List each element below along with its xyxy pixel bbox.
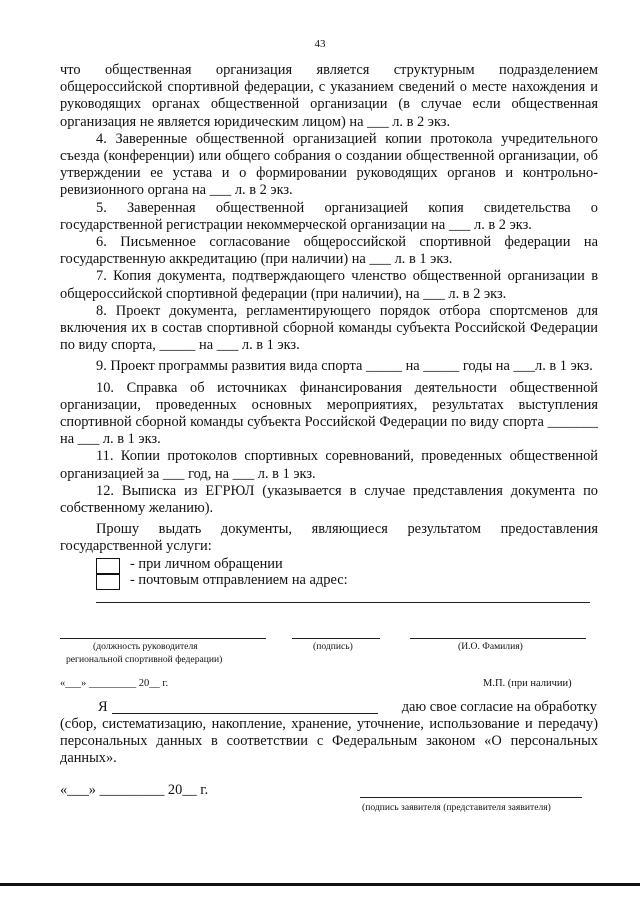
paragraph-item-9: 9. Проект программы развития вида спорта _____ на _____ годы на ___л. в 1 экз. bbox=[96, 358, 593, 375]
request-paragraph: Прошу выдать документы, являющиеся результатом предоставления государственной услуги: bbox=[60, 521, 598, 555]
document-body bbox=[60, 62, 598, 556]
consent-text: (сбор, систематизацию, накопление, хранение, уточнение, использование и передачу) персональных данных в соответствии с Федеральным законом «О персональных данных». bbox=[60, 716, 598, 767]
paragraph-item-8: 8. Проект документа, регламентирующего порядок отбора спортсменов для включения их в состав спортивной сборной команды субъекта Российской Федерации по виду спорта, _____ на ___ л. в 1 экз. bbox=[60, 302, 598, 354]
stamp-note: М.П. (при наличии) bbox=[483, 678, 572, 689]
paragraph-item-6: 6. Письменное согласование общероссийской спортивной федерации на государственную аккредитацию (при наличии) на ___ л. в 1 экз. bbox=[60, 234, 598, 268]
name-caption: (И.О. Фамилия) bbox=[458, 641, 523, 652]
paragraph-item-4: 4. Заверенные общественной организацией копии протокола учредительного съезда (конференции) или общего собрания о создании общественной организации, об утверждении ее устава и о формировании руководящих органов и контрольно-ревизионного органа на ___ л. в 2 экз. bbox=[60, 130, 598, 199]
scan-edge bbox=[0, 883, 640, 886]
personal-visit-label: - при личном обращении bbox=[130, 556, 283, 572]
position-line[interactable] bbox=[60, 638, 266, 639]
paragraph-continuation: что общественная организация является структурным подразделением общероссийской спортивной федерации, с указанием сведений о месте нахождения и руководящих органах общественной организации (в случае если общественная организация не является юридическим лицом) на ___ л. в 2 экз. bbox=[60, 62, 598, 130]
applicant-name-line[interactable] bbox=[112, 713, 378, 714]
paragraph-item-11: 11. Копии протоколов спортивных соревнований, проведенных общественной организацией за ___ год, на ___ л. в 1 экз. bbox=[60, 448, 598, 482]
applicant-signature-caption: (подпись заявителя (представителя заявителя) bbox=[362, 802, 551, 813]
paragraph-item-7: 7. Копия документа, подтверждающего членство общественной организации в общероссийской спортивной федерации (при наличии), на ___ л. в 2 экз. bbox=[60, 268, 598, 302]
position-caption-2: региональной спортивной федерации) bbox=[66, 654, 223, 665]
name-line[interactable] bbox=[410, 638, 586, 639]
consent-first-line: даю свое согласие на обработку bbox=[401, 699, 597, 715]
applicant-signature-line[interactable] bbox=[360, 797, 582, 798]
consent-ya: Я bbox=[98, 699, 108, 715]
position-caption: (должность руководителя bbox=[93, 641, 198, 652]
consent-date: «___» _________ 20__ г. bbox=[60, 782, 209, 798]
mail-delivery-checkbox[interactable] bbox=[96, 574, 120, 590]
signature-caption: (подпись) bbox=[313, 641, 353, 652]
signature-line[interactable] bbox=[292, 638, 380, 639]
paragraph-item-5: 5. Заверенная общественной организацией копия свидетельства о государственной регистрации некоммерческой организации на ___ л. в 2 экз. bbox=[60, 199, 598, 233]
paragraph-item-10: 10. Справка об источниках финансирования деятельности общественной организации, проведенных основных мероприятиях, результатах выступления спортивной сборной команды субъекта Российской Федерации по виду спорта _______ на ___ л. в 1 экз. bbox=[60, 379, 598, 448]
address-line[interactable] bbox=[96, 602, 590, 603]
mail-delivery-label: - почтовым отправлением на адрес: bbox=[130, 572, 348, 588]
paragraph-item-12: 12. Выписка из ЕГРЮЛ (указывается в случае представления документа по собственному желанию). bbox=[60, 482, 598, 517]
page-number: 43 bbox=[314, 38, 326, 50]
date-field: «___» _________ 20__ г. bbox=[60, 678, 169, 689]
personal-visit-checkbox[interactable] bbox=[96, 558, 120, 574]
